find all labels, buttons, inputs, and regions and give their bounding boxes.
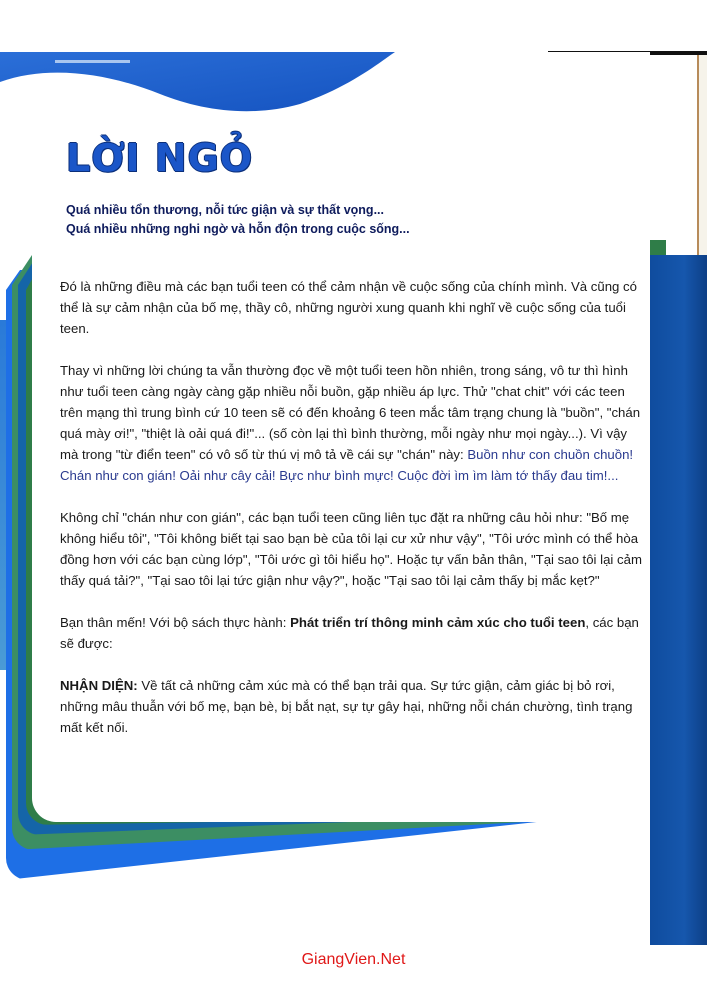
- paragraph-recognize: [60, 675, 645, 738]
- top-wave-decoration: [0, 52, 400, 114]
- paragraph-book-intro: [60, 612, 645, 654]
- right-page-edge: [697, 55, 707, 255]
- paragraph-text: Thay vì những lời chúng ta vẫn thường đọc về một tuổi teen hồn nhiên, trong sáng, vô tư thì hình như tuổi teen càng ngày càng gặp nhiều nỗi buồn, gặp nhiều áp lực. Thử "chat chit" với các teen trên mạng thì trung bình cứ 10 teen sẽ có đến khoảng 6 teen mắc tâm trạng chung là "buồn", "chán quá mày ơi!", "thiệt là oải quá đi!"... (số còn lại thì bình thường, mỗi ngày như mọi ngày...). Vì vậy mà trong "từ điển teen" có vô số từ thú vị mô tả về cái sự "chán" này:: [60, 363, 641, 462]
- section-label: NHẬN DIỆN:: [60, 678, 138, 693]
- book-title: Phát triển trí thông minh cảm xúc cho tuổi teen: [290, 615, 586, 630]
- subtitle-block: [66, 201, 410, 239]
- paragraph-text: Về tất cả những cảm xúc mà có thể bạn trải qua. Sự tức giận, cảm giác bị bỏ rơi, những mâu thuẫn với bố mẹ, bạn bè, bị bắt nạt, sự tự gây hại, những nỗi chán chường, tình trạng mất kết nối.: [60, 678, 633, 735]
- right-blue-band: [650, 255, 707, 945]
- page-title: LỜI NGỎ: [66, 136, 254, 180]
- paragraph-questions: Không chỉ "chán như con gián", các bạn tuổi teen cũng liên tục đặt ra những câu hỏi như: "Bố mẹ không hiểu tôi", "Tôi không biết tại sao bạn bè của tôi lại cư xử như vậy", "Tôi ước mình có thể hòa đồng hơn với các bạn cùng lớp", "Tôi ước gì tôi hiểu họ". Hoặc tự vấn bản thân, "Tại sao tôi lại cảm thấy quá tải?", "Tại sao tôi lại tức giận như vậy?", hoặc "Tại sao tôi lại cảm thấy bị mắc kẹt?": [60, 510, 642, 588]
- paragraph-text: , các bạn sẽ được:: [60, 615, 639, 651]
- teen-sayings: Buồn như con chuồn chuồn! Chán như con gián! Oải như cây cải! Bực như bình mực! Cuộc đời ìm ìm làm tớ thấy đau tim!...: [60, 447, 634, 483]
- paragraph-text: Bạn thân mến! Với bộ sách thực hành:: [60, 615, 291, 630]
- subtitle-line: Quá nhiều những nghi ngờ và hỗn độn trong cuộc sống...: [66, 222, 410, 236]
- watermark: GiangVien.Net: [301, 951, 406, 968]
- body-text: [60, 276, 645, 759]
- paragraph-intro: Đó là những điều mà các bạn tuổi teen có thể cảm nhận về cuộc sống của chính mình. Và cũng có thể là sự cảm nhận của bố mẹ, thầy cô, những người xung quanh khi nghĩ về cuộc sống của tuổi teen.: [60, 279, 637, 336]
- subtitle-line: Quá nhiều tổn thương, nỗi tức giận và sự thất vọng...: [66, 203, 384, 217]
- paragraph-teen-mood: [60, 360, 645, 486]
